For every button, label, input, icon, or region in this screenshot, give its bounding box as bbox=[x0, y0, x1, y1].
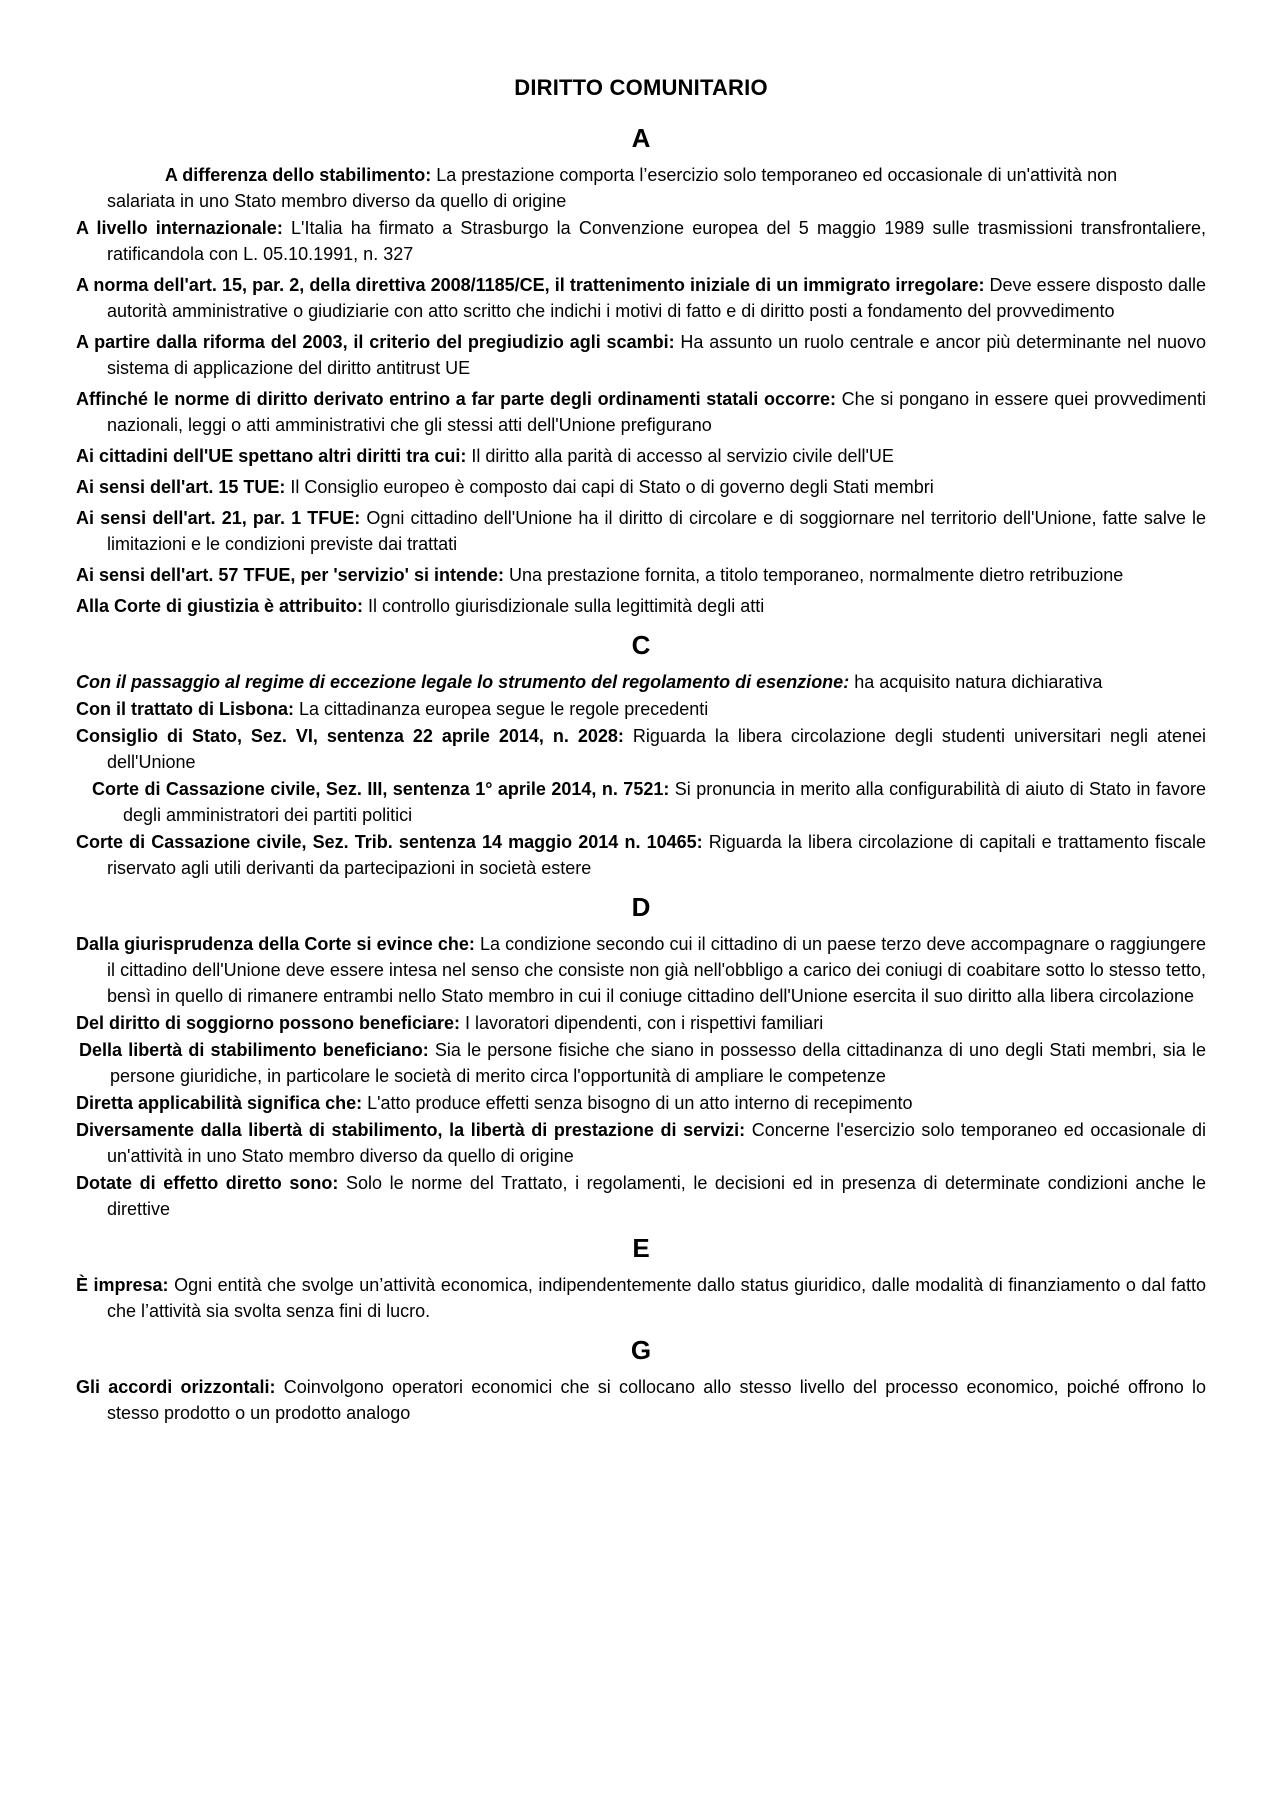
glossary-entry bbox=[76, 669, 1206, 695]
entry-definition: Riguarda la libera circolazione di capitali e trattamento fiscale riservato agli utili derivanti da partecipazioni in società estere bbox=[107, 832, 1206, 878]
glossary-entry bbox=[76, 215, 1206, 267]
glossary-entry bbox=[76, 593, 1206, 619]
entry-term: Dalla giurisprudenza della Corte si evince che: bbox=[76, 934, 475, 954]
document-title: DIRITTO COMUNITARIO bbox=[514, 75, 768, 100]
glossary-entry bbox=[76, 329, 1206, 381]
section-letter-e: E bbox=[632, 1233, 650, 1263]
entry-definition: Deve essere disposto dalle autorità amministrative o giudiziarie con atto scritto che indichi i motivi di fatto e di diritto posti a fondamento del provvedimento bbox=[107, 275, 1206, 321]
entry-definition: I lavoratori dipendenti, con i rispettivi familiari bbox=[460, 1013, 824, 1033]
glossary-entry bbox=[76, 1170, 1206, 1222]
glossary-entry bbox=[76, 386, 1206, 438]
glossary-entry bbox=[76, 829, 1206, 881]
entry-term: Ai sensi dell'art. 15 TUE: bbox=[76, 477, 286, 497]
entry-definition: Coinvolgono operatori economici che si collocano allo stesso livello del processo economico, poiché offrono lo stesso prodotto o un prodotto analogo bbox=[107, 1377, 1207, 1423]
entry-term: Del diritto di soggiorno possono beneficiare: bbox=[76, 1013, 461, 1033]
glossary-entry bbox=[76, 272, 1206, 324]
glossary-entry bbox=[76, 443, 1206, 469]
section-letter-d: D bbox=[631, 892, 651, 922]
entry-definition: L'Italia ha firmato a Strasburgo la Convenzione europea del 5 maggio 1989 sulle trasmissioni transfrontaliere, ratificandola con L. 05.10.1991, n. 327 bbox=[107, 218, 1206, 264]
entry-term: Consiglio di Stato, Sez. VI, sentenza 22 aprile 2014, n. 2028: bbox=[76, 726, 624, 746]
glossary-entry bbox=[76, 1037, 1206, 1089]
entry-definition: La cittadinanza europea segue le regole precedenti bbox=[294, 699, 709, 719]
glossary-entry bbox=[76, 1272, 1206, 1324]
entry-term: Con il passaggio al regime di eccezione legale lo strumento del regolamento di esenzione: bbox=[76, 672, 850, 692]
entry-term: Corte di Cassazione civile, Sez. III, sentenza 1° aprile 2014, n. 7521: bbox=[92, 779, 670, 799]
entry-definition: Che si pongano in essere quei provvedimenti nazionali, leggi o atti amministrativi che gli stessi atti dell'Unione prefigurano bbox=[107, 389, 1206, 435]
entry-term: Alla Corte di giustizia è attribuito: bbox=[76, 596, 364, 616]
entry-term: A livello internazionale: bbox=[76, 218, 283, 238]
entry-definition: Ha assunto un ruolo centrale e ancor più determinante nel nuovo sistema di applicazione del diritto antitrust UE bbox=[107, 332, 1206, 378]
entry-term: Ai sensi dell'art. 21, par. 1 TFUE: bbox=[76, 508, 361, 528]
entry-definition: La prestazione comporta l’esercizio solo temporaneo ed occasionale di un'attività non bbox=[431, 165, 1118, 185]
entry-definition: Il controllo giurisdizionale sulla legittimità degli atti bbox=[363, 596, 765, 616]
entry-term: Ai sensi dell'art. 57 TFUE, per 'servizio' si intende: bbox=[76, 565, 504, 585]
entry-term: A partire dalla riforma del 2003, il criterio del pregiudizio agli scambi: bbox=[76, 332, 675, 352]
entry-term: Gli accordi orizzontali: bbox=[76, 1377, 276, 1397]
glossary-entry bbox=[76, 776, 1206, 828]
glossary-entry bbox=[76, 931, 1206, 1009]
glossary-entry bbox=[76, 1090, 1206, 1116]
entry-definition: La condizione secondo cui il cittadino di un paese terzo deve accompagnare o raggiungere il cittadino dell'Unione deve essere intesa nel senso che consiste non già nell'obbligo a carico dei coniugi di coabitare sotto lo stesso tetto, bensì in quello di rimanere entrambi nello Stato membro in cui il coniuge cittadino dell'Unione esercita il suo diritto alla libera circolazione bbox=[107, 934, 1206, 1006]
entry-term: Corte di Cassazione civile, Sez. Trib. sentenza 14 maggio 2014 n. 10465: bbox=[76, 832, 703, 852]
entry-definition: Il Consiglio europeo è composto dai capi di Stato o di governo degli Stati membri bbox=[285, 477, 934, 497]
glossary-entry-continuation: salariata in uno Stato membro diverso da quello di origine bbox=[107, 191, 567, 211]
glossary-entry bbox=[76, 1117, 1206, 1169]
glossary-entry bbox=[76, 723, 1206, 775]
document-page bbox=[76, 74, 1206, 1431]
entry-term: Della libertà di stabilimento beneficiano: bbox=[79, 1040, 429, 1060]
glossary-entry bbox=[76, 474, 1206, 500]
section-letter-a: A bbox=[631, 123, 651, 153]
entry-definition: Solo le norme del Trattato, i regolamenti, le decisioni ed in presenza di determinate condizioni anche le direttive bbox=[107, 1173, 1206, 1219]
glossary-entry bbox=[76, 1374, 1206, 1426]
section-letter-c: C bbox=[631, 630, 651, 660]
entry-definition: Sia le persone fisiche che siano in possesso della cittadinanza di uno degli Stati membri, sia le persone giuridiche, in particolare le società di merito circa l'opportunità di ampliare le competenze bbox=[110, 1040, 1206, 1086]
entry-definition: ha acquisito natura dichiarativa bbox=[849, 672, 1103, 692]
entry-term: Dotate di effetto diretto sono: bbox=[76, 1173, 339, 1193]
glossary-entry bbox=[76, 562, 1206, 588]
section-letter-g: G bbox=[630, 1335, 652, 1365]
glossary-entry bbox=[76, 505, 1206, 557]
glossary-entry bbox=[76, 1010, 1206, 1036]
entry-term: A norma dell'art. 15, par. 2, della direttiva 2008/1185/CE, il trattenimento iniziale di un immigrato irregolare: bbox=[76, 275, 985, 295]
glossary-entry bbox=[76, 696, 1206, 722]
entry-term: Ai cittadini dell'UE spettano altri diritti tra cui: bbox=[76, 446, 467, 466]
entry-definition: Una prestazione fornita, a titolo temporaneo, normalmente dietro retribuzione bbox=[503, 565, 1124, 585]
entry-definition: Si pronuncia in merito alla configurabilità di aiuto di Stato in favore degli amministratori dei partiti politici bbox=[123, 779, 1206, 825]
entry-definition: Concerne l'esercizio solo temporaneo ed occasionale di un'attività in uno Stato membro diverso da quello di origine bbox=[107, 1120, 1206, 1166]
entry-term: Con il trattato di Lisbona: bbox=[76, 699, 294, 719]
glossary-entry bbox=[76, 162, 1206, 188]
entry-definition: Ogni entità che svolge un’attività economica, indipendentemente dallo status giuridico, dalle modalità di finanziamento o dal fatto che l’attività sia svolta senza fini di lucro. bbox=[107, 1275, 1206, 1321]
entry-term: Affinché le norme di diritto derivato entrino a far parte degli ordinamenti statali occorre: bbox=[76, 389, 836, 409]
entry-term: Diretta applicabilità significa che: bbox=[76, 1093, 363, 1113]
entry-definition: L'atto produce effetti senza bisogno di un atto interno di recepimento bbox=[362, 1093, 913, 1113]
entry-term: È impresa: bbox=[76, 1275, 169, 1295]
entry-definition: Il diritto alla parità di accesso al servizio civile dell'UE bbox=[466, 446, 894, 466]
entry-definition: Ogni cittadino dell'Unione ha il diritto di circolare e di soggiornare nel territorio dell'Unione, fatte salve le limitazioni e le condizioni previste dai trattati bbox=[107, 508, 1207, 554]
entry-definition: Riguarda la libera circolazione degli studenti universitari negli atenei dell'Unione bbox=[107, 726, 1206, 772]
entry-term: A differenza dello stabilimento: bbox=[164, 165, 432, 185]
entry-term: Diversamente dalla libertà di stabilimento, la libertà di prestazione di servizi: bbox=[76, 1120, 746, 1140]
